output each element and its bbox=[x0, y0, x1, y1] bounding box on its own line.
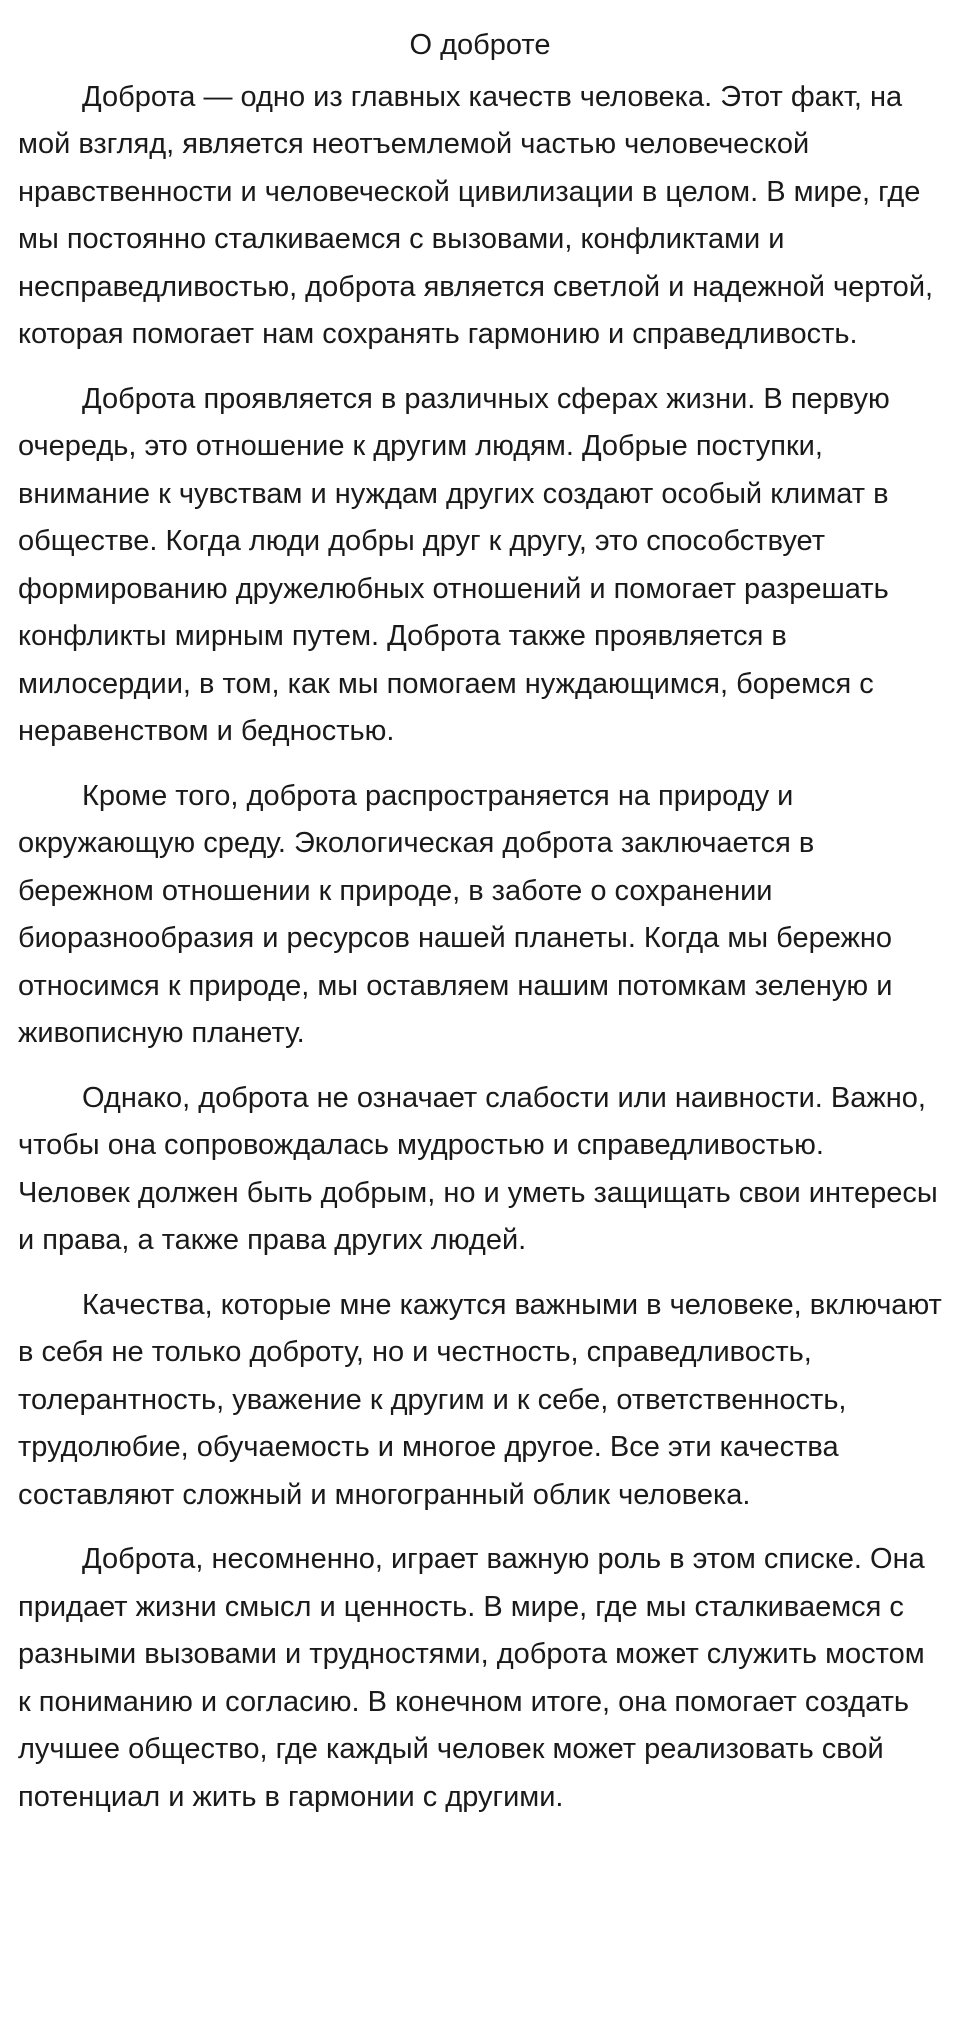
document-title: О доброте bbox=[409, 29, 551, 61]
paragraph-1: Доброта — одно из главных качеств человека. Этот факт, на мой взгляд, является неотъемлемой частью человеческой нравственности и человеческой цивилизации в целом. В мире, где мы постоянно сталкиваемся с вызовами, конфликтами и несправедливостью, доброта является светлой и надежной чертой, которая помогает нам сохранять гармонию и справедливость. bbox=[18, 80, 934, 350]
paragraph-4: Однако, доброта не означает слабости или наивности. Важно, чтобы она сопровождалась мудростью и справедливостью. Человек должен быть добрым, но и уметь защищать свои интересы и права, а также права других людей. bbox=[18, 1081, 938, 1256]
paragraph-3: Кроме того, доброта распространяется на природу и окружающую среду. Экологическая доброта заключается в бережном отношении к природе, в заботе о сохранении биоразнообразия и ресурсов нашей планеты. Когда мы бережно относимся к природе, мы оставляем нашим потомкам зеленую и живописную планету. bbox=[18, 779, 893, 1049]
paragraph-6: Доброта, несомненно, играет важную роль в этом списке. Она придает жизни смысл и ценность. В мире, где мы сталкиваемся с разными вызовами и трудностями, доброта может служить мостом к пониманию и согласию. В конечном итоге, она помогает создать лучшее общество, где каждый человек может реализовать свой потенциал и жить в гармонии с другими. bbox=[18, 1543, 925, 1813]
paragraph-5: Качества, которые мне кажутся важными в человеке, включают в себя не только доброту, но и честность, справедливость, толерантность, уважение к другим и к себе, ответственность, трудолюбие, обучаемость и многое другое. Все эти качества составляют сложный и многогранный облик человека. bbox=[18, 1288, 942, 1511]
paragraph-2: Доброта проявляется в различных сферах жизни. В первую очередь, это отношение к другим людям. Добрые поступки, внимание к чувствам и нуждам других создают особый климат в обществе. Когда люди добры друг к другу, это способствует формированию дружелюбных отношений и помогает разрешать конфликты мирным путем. Доброта также проявляется в милосердии, в том, как мы помогаем нуждающимся, боремся с неравенством и бедностью. bbox=[18, 382, 890, 747]
